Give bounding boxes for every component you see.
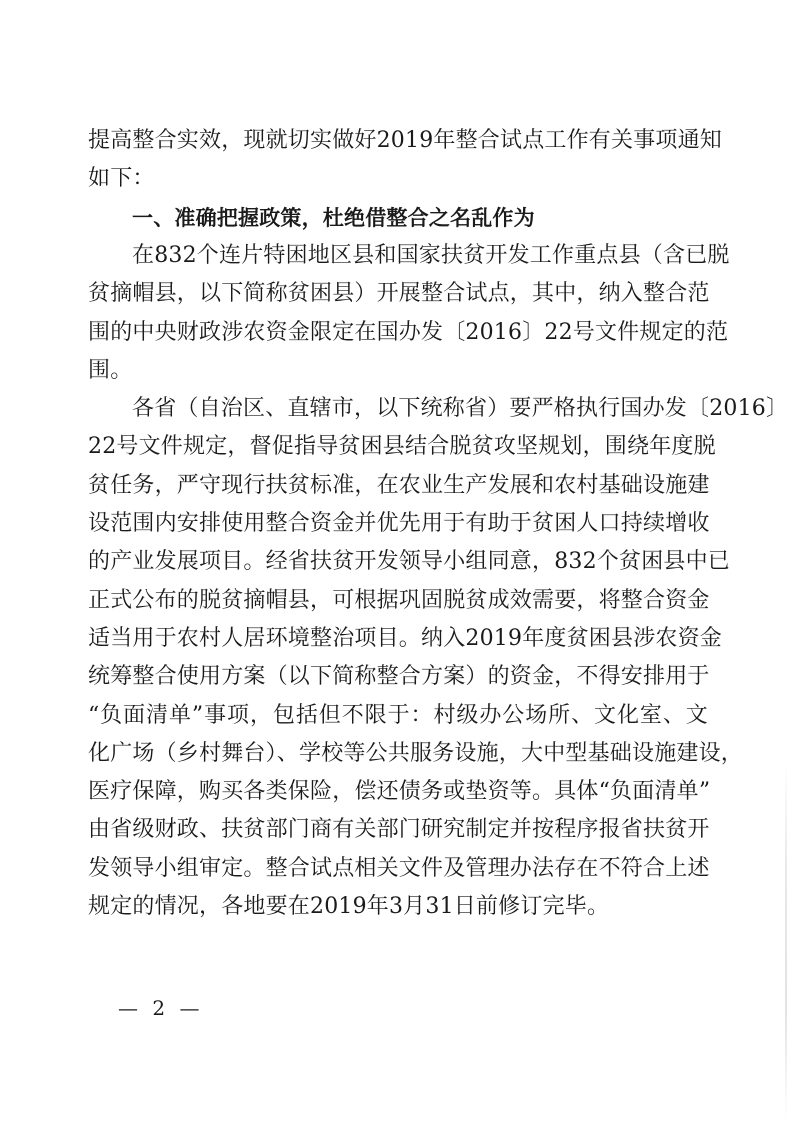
body-line: 22号文件规定，督促指导贫困县结合脱贫攻坚规划，围绕年度脱 bbox=[88, 434, 716, 460]
body-line: 贫任务，严守现行扶贫标准，在农业生产发展和农村基础设施建 bbox=[88, 472, 710, 498]
body-line: 规定的情况，各地要在2019年3月31日前修订完毕。 bbox=[88, 894, 610, 919]
body-line: “负面清单”事项，包括但不限于：村级办公场所、文化室、文 bbox=[88, 702, 708, 728]
body-line: 贫摘帽县，以下简称贫困县）开展整合试点，其中，纳入整合范 bbox=[88, 281, 710, 307]
body-line: 正式公布的脱贫摘帽县，可根据巩固脱贫成效需要，将整合资金 bbox=[88, 587, 710, 613]
body-line: 化广场（乡村舞台）、学校等公共服务设施，大中型基础设施建设， bbox=[88, 740, 744, 766]
body-line: 由省级财政、扶贫部门商有关部门研究制定并按程序报省扶贫开 bbox=[88, 817, 710, 843]
page-number: — 2 — bbox=[118, 996, 204, 1020]
scan-edge-shadow bbox=[785, 760, 787, 1120]
body-line: 如下： bbox=[88, 166, 155, 192]
body-line: 适当用于农村人居环境整治项目。纳入2019年度贫困县涉农资金 bbox=[88, 625, 722, 651]
body-line: 统筹整合使用方案（以下简称整合方案）的资金，不得安排用于 bbox=[88, 664, 710, 690]
body-line: 各省（自治区、直辖市，以下统称省）要严格执行国办发〔2016〕 bbox=[132, 396, 789, 422]
section-heading: 一、准确把握政策，杜绝借整合之名乱作为 bbox=[132, 205, 535, 230]
body-line: 围的中央财政涉农资金限定在国办发〔2016〕22号文件规定的范 bbox=[88, 319, 729, 345]
body-line: 医疗保障，购买各类保险，偿还债务或垫资等。具体“负面清单” bbox=[88, 779, 711, 805]
body-line: 设范围内安排使用整合资金并优先用于有助于贫困人口持续增收 bbox=[88, 511, 710, 536]
body-line: 提高整合实效，现就切实做好2019年整合试点工作有关事项通知 bbox=[88, 128, 722, 153]
body-line: 的产业发展项目。经省扶贫开发领导小组同意，832个贫困县中已 bbox=[88, 549, 730, 575]
body-line: 围。 bbox=[88, 357, 133, 383]
body-line: 在832个连片特困地区县和国家扶贫开发工作重点县（含已脱 bbox=[132, 242, 730, 268]
body-line: 发领导小组审定。整合试点相关文件及管理办法存在不符合上述 bbox=[88, 855, 710, 881]
